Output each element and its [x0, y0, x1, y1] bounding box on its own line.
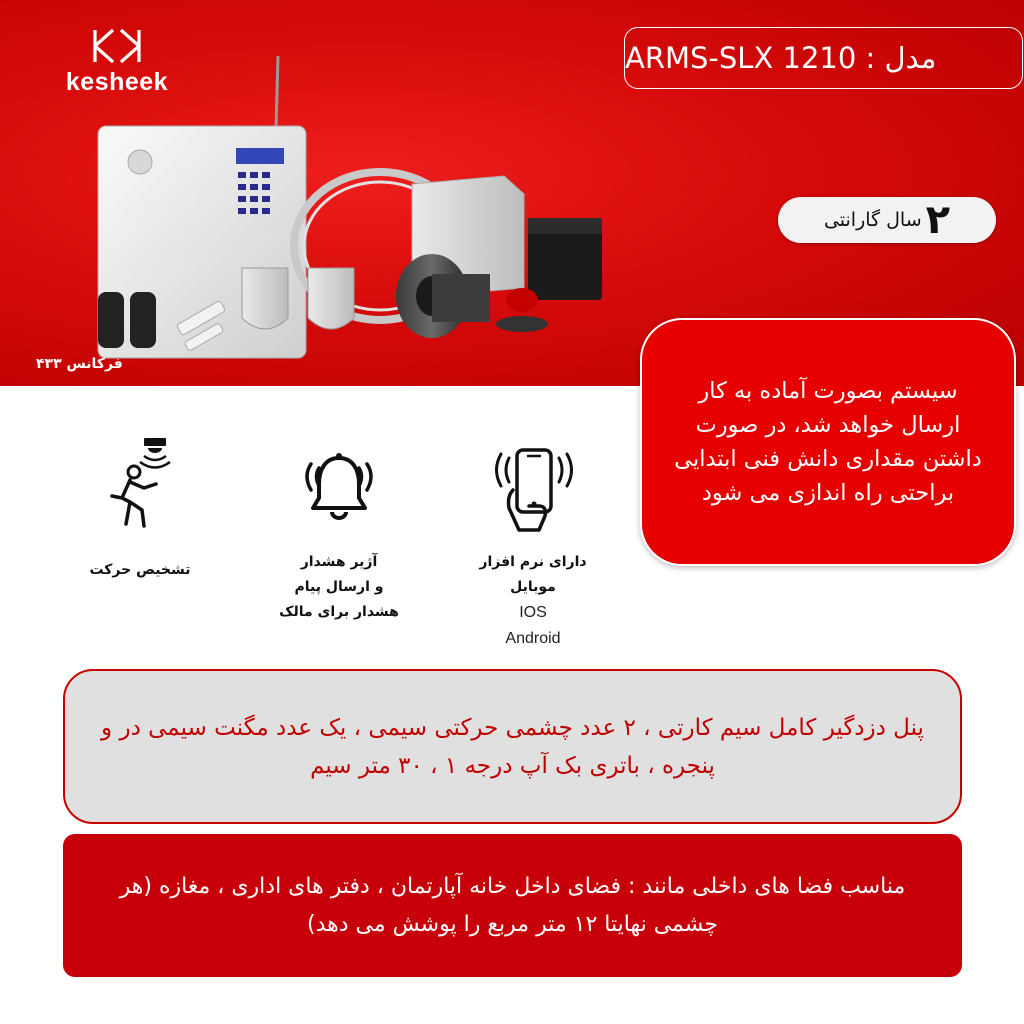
product-kit-image	[92, 50, 632, 370]
feature-motion-label: تشخیص حرکت	[89, 562, 191, 578]
alarm-bell-icon	[299, 450, 379, 526]
feature-mobile-android: Android	[505, 630, 561, 647]
model-label-box	[624, 27, 1023, 89]
feature-mobile	[450, 446, 616, 652]
model-label: مدل : ARMS-SLX 1210	[625, 41, 937, 75]
brand-name: kesheek	[65, 68, 169, 96]
setup-note: سیستم بصورت آماده به کار ارسال خواهد شد، در صورت داشتن مقداری دانش فنی ابتدایی براحتی راه اندازی می شود	[674, 378, 982, 506]
frequency-label: فرکانس ۴۳۳	[36, 356, 123, 372]
warranty-badge	[778, 197, 996, 243]
mobile-app-icon	[491, 446, 575, 536]
package-contents-text: پنل دزدگیر کامل سیم کارتی ، ۲ عدد چشمی حرکتی سیمی ، یک عدد مگنت سیمی در و پنجره ، باتری بک آپ درجه ۱ ، ۳۰ متر سیم	[101, 714, 924, 779]
feature-alarm	[252, 450, 426, 625]
feature-mobile-ios: IOS	[519, 604, 547, 621]
usage-note-box	[63, 834, 962, 977]
package-contents-box	[63, 669, 962, 824]
warranty-text: سال گارانتی	[823, 209, 922, 231]
setup-note-bubble	[640, 318, 1016, 566]
feature-alarm-label: آژیر هشدار و ارسال پیام هشدار برای مالک	[279, 554, 399, 620]
feature-motion	[58, 432, 222, 583]
feature-mobile-label: دارای نرم افزار موبایل	[479, 554, 587, 595]
warranty-years: ۲	[925, 197, 951, 243]
motion-detector-icon	[100, 432, 180, 532]
usage-note-text: مناسب فضا های داخلی مانند : فضای داخل خانه آپارتمان ، دفتر های اداری ، مغازه (هر چشمی نهایتا ۱۲ متر مربع را پوشش می دهد)	[119, 873, 906, 937]
